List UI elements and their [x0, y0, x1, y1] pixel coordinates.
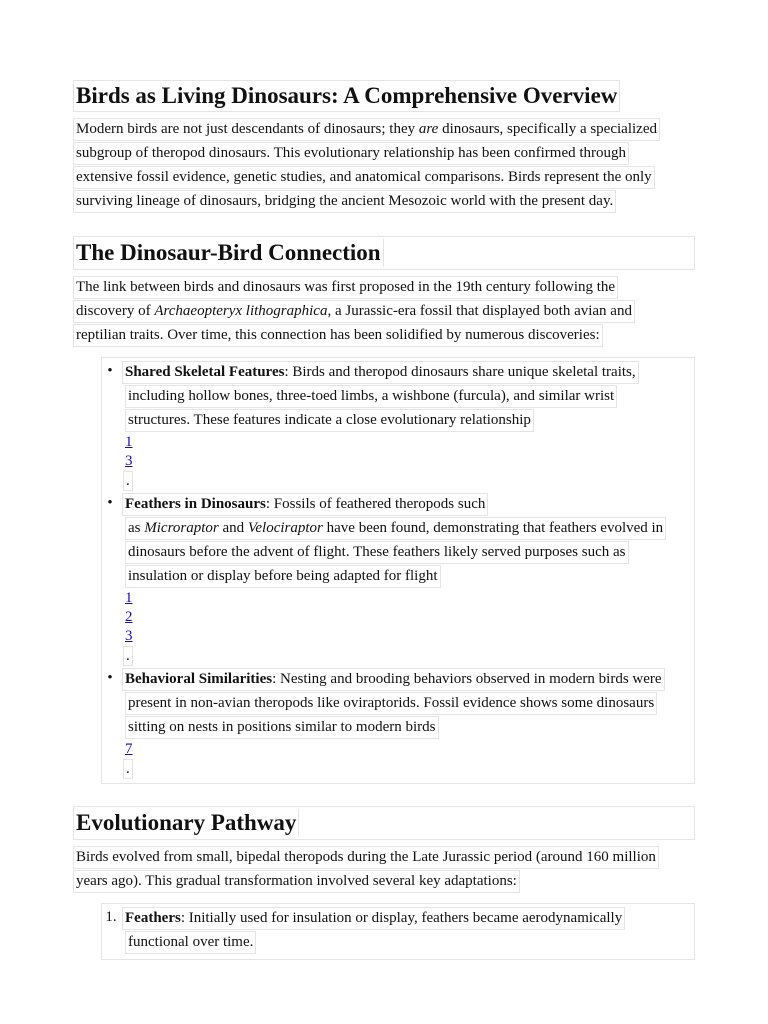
bold-term: Feathers in Dinosaurs — [125, 496, 266, 512]
citation-link[interactable]: 1 — [125, 434, 133, 450]
text-run: discovery of — [76, 303, 155, 319]
bullet-icon: • — [107, 670, 113, 686]
text-line — [125, 716, 439, 739]
text-run: surviving lineage of dinosaurs, bridging the ancient Mesozoic world with the present day. — [76, 193, 614, 209]
text-line — [122, 361, 639, 384]
text-run: The link between birds and dinosaurs was first proposed in the 19th century following the — [76, 279, 616, 295]
list-number: 1. — [105, 909, 117, 925]
bullet-icon: • — [107, 495, 113, 511]
citation-link[interactable]: 7 — [125, 741, 133, 757]
text-line — [73, 324, 603, 347]
text-line — [73, 118, 660, 141]
text-run: : Nesting and brooding behaviors observed in modern birds were — [272, 671, 662, 687]
adaptations-list — [101, 903, 695, 960]
sentence-end: . — [123, 759, 133, 779]
connection-paragraph — [73, 276, 695, 348]
text-line — [122, 493, 488, 516]
text-run: Modern birds are not just descendants of dinosaurs; they — [76, 121, 419, 137]
article — [73, 80, 695, 960]
text-run: extensive fossil evidence, genetic studies, and anatomical comparisons. Birds represent the only — [76, 169, 652, 185]
text-run: as — [128, 520, 145, 536]
text-line — [73, 276, 618, 299]
text-run: insulation or display before being adapted for flight — [128, 568, 438, 584]
text-run: sitting on nests in positions similar to modern birds — [128, 719, 436, 735]
text-line — [73, 300, 635, 323]
citation-link[interactable]: 2 — [125, 609, 133, 625]
connection-list — [101, 357, 695, 784]
section-heading-connection — [73, 236, 695, 270]
bullet-icon: • — [107, 363, 113, 379]
text-line — [125, 385, 617, 408]
text-line — [125, 409, 534, 432]
italic-term: Velociraptor — [247, 520, 323, 536]
text-run: dinosaurs before the advent of flight. These feathers likely served purposes such as — [128, 544, 626, 560]
text-line — [73, 142, 629, 165]
text-run: reptilian traits. Over time, this connection has been solidified by numerous discoveries: — [76, 327, 600, 343]
text-run: : Fossils of feathered theropods such — [265, 496, 486, 512]
text-run: functional over time. — [128, 934, 254, 950]
text-line — [73, 846, 659, 869]
text-run: Birds evolved from small, bipedal theropods during the Late Jurassic period (around 160 million — [76, 849, 656, 865]
section-heading-text: The Dinosaur-Bird Connection — [76, 239, 384, 267]
text-run: and — [218, 520, 248, 536]
intro-paragraph — [73, 118, 695, 214]
citation-link[interactable]: 3 — [125, 628, 133, 644]
text-line — [73, 190, 616, 213]
text-line — [125, 692, 657, 715]
bold-term: Feathers — [125, 910, 181, 926]
text-run: have been found, demonstrating that feathers evolved in — [322, 520, 664, 536]
text-run: subgroup of theropod dinosaurs. This evolutionary relationship has been confirmed through — [76, 145, 627, 161]
bold-term: Shared Skeletal Features — [125, 364, 285, 380]
text-run: present in non-avian theropods like oviraptorids. Fossil evidence shows some dinosaurs — [128, 695, 655, 711]
text-run: : Initially used for insulation or display, feathers became aerodynamically — [180, 910, 623, 926]
text-line — [73, 870, 520, 893]
text-line — [125, 517, 666, 540]
bold-term: Behavioral Similarities — [125, 671, 273, 687]
text-line — [73, 166, 655, 189]
text-run: structures. These features indicate a close evolutionary relationship — [128, 412, 531, 428]
sentence-end: . — [123, 646, 133, 666]
text-run: years ago). This gradual transformation involved several key adaptations: — [76, 873, 517, 889]
italic-term: are — [418, 121, 439, 137]
list-item — [102, 361, 694, 491]
section-heading-text: Evolutionary Pathway — [76, 809, 299, 837]
list-item — [102, 493, 694, 666]
text-run: , a Jurassic-era fossil that displayed both avian and — [327, 303, 632, 319]
sentence-end: . — [123, 471, 133, 491]
italic-term: Microraptor — [144, 520, 219, 536]
text-line — [122, 907, 625, 930]
text-line — [122, 668, 665, 691]
text-line — [125, 565, 441, 588]
list-item — [102, 907, 694, 955]
text-line — [125, 541, 629, 564]
citation-link[interactable]: 1 — [125, 590, 133, 606]
pathway-paragraph — [73, 846, 695, 894]
text-run: including hollow bones, three-toed limbs, a wishbone (furcula), and similar wrist — [128, 388, 615, 404]
citation-link[interactable]: 3 — [125, 453, 133, 469]
page-title: Birds as Living Dinosaurs: A Comprehensive Overview — [73, 80, 620, 112]
section-heading-pathway — [73, 806, 695, 840]
text-line — [125, 931, 256, 954]
list-item — [102, 668, 694, 779]
text-run: : Birds and theropod dinosaurs share unique skeletal traits, — [284, 364, 636, 380]
text-run: dinosaurs, specifically a specialized — [438, 121, 657, 137]
italic-term: Archaeopteryx lithographica — [154, 303, 328, 319]
